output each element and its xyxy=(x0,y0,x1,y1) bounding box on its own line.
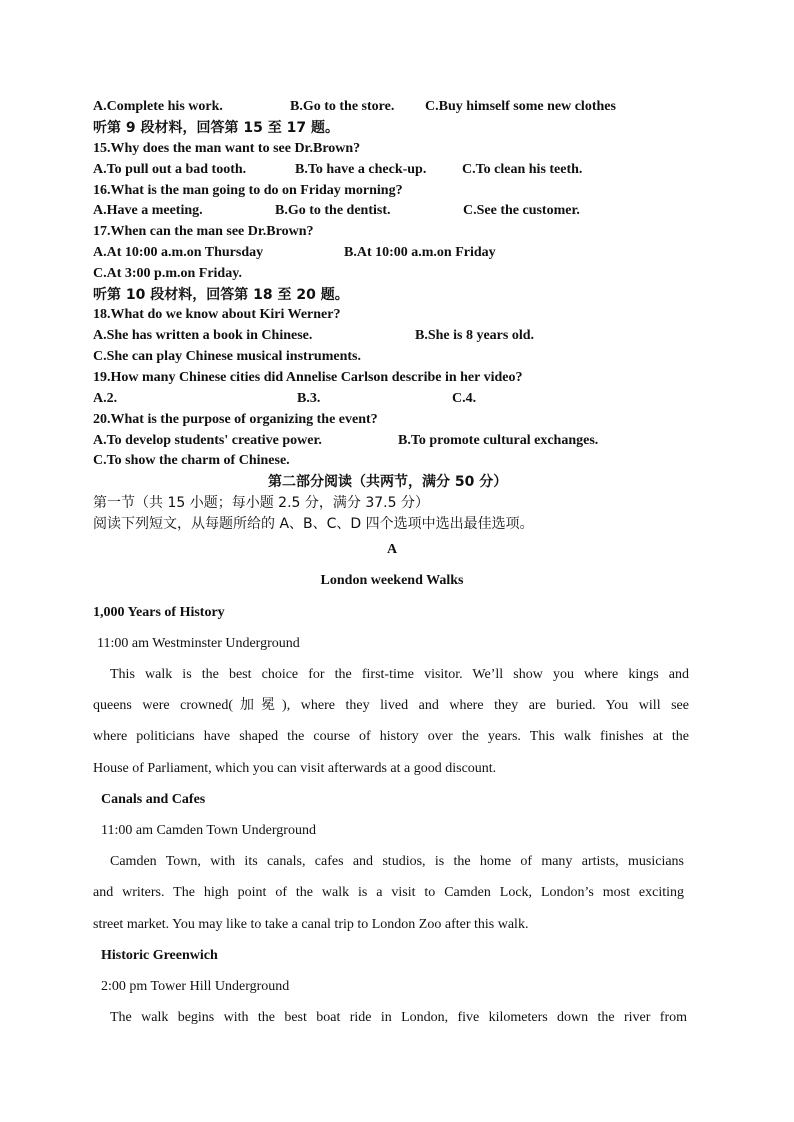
q15-option-a: A.To pull out a bad tooth. xyxy=(93,162,247,177)
reading-instructions: 阅读下列短文，从每题所给的 A、B、C、D 四个选项中选出最佳选项。 xyxy=(93,516,534,532)
walk2-line-2: and writers. The high point of the walk is a visit to Camden Lock, London’s most exciting xyxy=(93,885,684,900)
walk2-line-3: street market. You may like to take a canal trip to London Zoo after this walk. xyxy=(93,917,529,932)
q19-option-c: C.4. xyxy=(452,391,477,406)
q16-option-c: C.See the customer. xyxy=(463,203,580,218)
q17-option-b: B.At 10:00 a.m.on Friday xyxy=(344,245,496,260)
q16-option-a: A.Have a meeting. xyxy=(93,203,203,218)
q16-question: 16.What is the man going to do on Friday morning? xyxy=(93,183,403,198)
q14-option-b: B.Go to the store. xyxy=(290,99,395,114)
walk3-time: 2:00 pm Tower Hill Underground xyxy=(101,979,290,994)
q16-option-b: B.Go to the dentist. xyxy=(275,203,391,218)
section10-header: 听第 10 段材料，回答第 18 至 20 题。 xyxy=(93,287,349,303)
part2-title: 第二部分阅读（共两节，满分 50 分） xyxy=(268,474,508,490)
walk1-time: 11:00 am Westminster Underground xyxy=(97,636,300,651)
walk1-line-3: where politicians have shaped the course of history over the years. This walk finishes at the xyxy=(93,729,689,744)
q17-option-a: A.At 10:00 a.m.on Thursday xyxy=(93,245,264,260)
q15-option-b: B.To have a check-up. xyxy=(295,162,427,177)
q14-option-a: A.Complete his work. xyxy=(93,99,223,114)
walk3-heading: Historic Greenwich xyxy=(101,948,218,963)
q20-question: 20.What is the purpose of organizing the event? xyxy=(93,412,378,427)
q20-option-b: B.To promote cultural exchanges. xyxy=(398,433,599,448)
q19-option-b: B.3. xyxy=(297,391,321,406)
q15-question: 15.Why does the man want to see Dr.Brown? xyxy=(93,141,361,156)
section9-header: 听第 9 段材料，回答第 15 至 17 题。 xyxy=(93,120,339,136)
q19-question: 19.How many Chinese cities did Annelise Carlson describe in her video? xyxy=(93,370,523,385)
q19-option-a: A.2. xyxy=(93,391,118,406)
q20-option-a: A.To develop students' creative power. xyxy=(93,433,322,448)
walk1-heading: 1,000 Years of History xyxy=(93,605,225,620)
q20-option-c: C.To show the charm of Chinese. xyxy=(93,453,290,468)
q17-question: 17.When can the man see Dr.Brown? xyxy=(93,224,314,239)
walk1-line-2: queens were crowned(加冕), where they lived and where they are buried. You will see xyxy=(93,698,689,713)
q18-option-c: C.She can play Chinese musical instruments. xyxy=(93,349,361,364)
q18-option-b: B.She is 8 years old. xyxy=(415,328,535,343)
passage-title: London weekend Walks xyxy=(320,573,464,588)
passage-letter: A xyxy=(386,542,398,557)
walk1-line-4: House of Parliament, which you can visit afterwards at a good discount. xyxy=(93,761,497,776)
walk2-line-1: Camden Town, with its canals, cafes and studios, is the home of many artists, musicians xyxy=(110,854,684,869)
q14-option-c: C.Buy himself some new clothes xyxy=(425,99,616,114)
walk1-line-1: This walk is the best choice for the first-time visitor. We’ll show you where kings and xyxy=(110,667,689,682)
q18-question: 18.What do we know about Kiri Werner? xyxy=(93,307,341,322)
walk2-heading: Canals and Cafes xyxy=(101,792,206,807)
q17-option-c: C.At 3:00 p.m.on Friday. xyxy=(93,266,242,281)
walk3-line-1: The walk begins with the best boat ride in London, five kilometers down the river from xyxy=(110,1010,687,1025)
section1-info: 第一节（共 15 小题；每小题 2.5 分，满分 37.5 分） xyxy=(93,495,429,511)
q18-option-a: A.She has written a book in Chinese. xyxy=(93,328,313,343)
walk2-time: 11:00 am Camden Town Underground xyxy=(101,823,316,838)
q15-option-c: C.To clean his teeth. xyxy=(462,162,583,177)
